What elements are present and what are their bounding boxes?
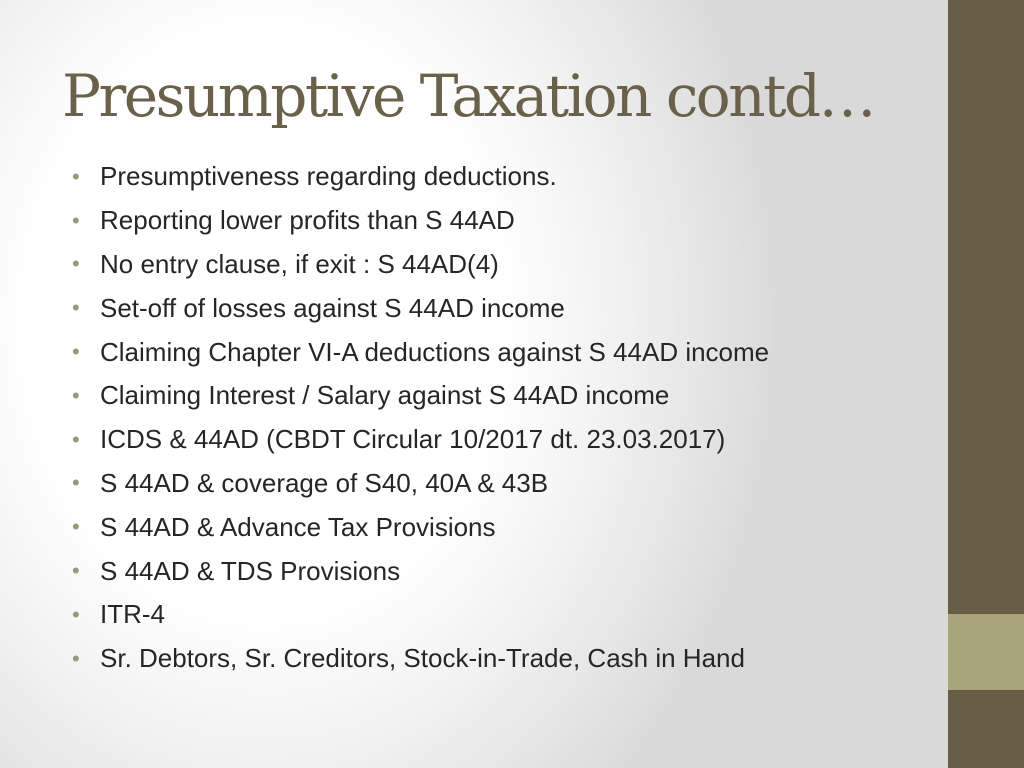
bullet-text: Presumptiveness regarding deductions.	[100, 161, 557, 192]
bullet-item	[72, 155, 769, 199]
bullet-item	[72, 330, 769, 374]
bullet-marker: •	[72, 339, 80, 365]
bullet-text: ICDS & 44AD (CBDT Circular 10/2017 dt. 23.03.2017)	[100, 424, 726, 455]
bullet-text: No entry clause, if exit : S 44AD(4)	[100, 248, 499, 279]
bullet-list	[72, 155, 769, 681]
bullet-text: Reporting lower profits than S 44AD	[100, 205, 515, 236]
bullet-marker: •	[72, 251, 80, 277]
bullet-marker: •	[72, 514, 80, 540]
bullet-item	[72, 593, 769, 637]
bullet-item	[72, 374, 769, 418]
bullet-text: S 44AD & TDS Provisions	[100, 555, 401, 586]
bullet-marker: •	[72, 207, 80, 233]
slide-title: Presumptive Taxation contd…	[62, 62, 875, 130]
bullet-item	[72, 462, 769, 506]
bullet-marker: •	[72, 163, 80, 189]
bullet-text: Sr. Debtors, Sr. Creditors, Stock-in-Trade, Cash in Hand	[100, 643, 745, 674]
bullet-item	[72, 505, 769, 549]
bullet-item	[72, 418, 769, 462]
bullet-marker: •	[72, 382, 80, 408]
bullet-text: ITR-4	[100, 599, 165, 630]
side-accent-block	[948, 614, 1024, 690]
bullet-text: Claiming Chapter VI-A deductions against S 44AD income	[100, 336, 770, 367]
bullet-text: Claiming Interest / Salary against S 44AD income	[100, 380, 670, 411]
bullet-item	[72, 286, 769, 330]
bullet-text: S 44AD & Advance Tax Provisions	[100, 511, 496, 542]
bullet-item	[72, 243, 769, 287]
bullet-item	[72, 637, 769, 681]
bullet-marker: •	[72, 558, 80, 584]
bullet-marker: •	[72, 470, 80, 496]
bullet-marker: •	[72, 426, 80, 452]
bullet-item	[72, 199, 769, 243]
bullet-text: S 44AD & coverage of S40, 40A & 43B	[100, 467, 549, 498]
bullet-marker: •	[72, 295, 80, 321]
bullet-marker: •	[72, 601, 80, 627]
bullet-text: Set-off of losses against S 44AD income	[100, 292, 565, 323]
bullet-marker: •	[72, 645, 80, 671]
bullet-item	[72, 549, 769, 593]
